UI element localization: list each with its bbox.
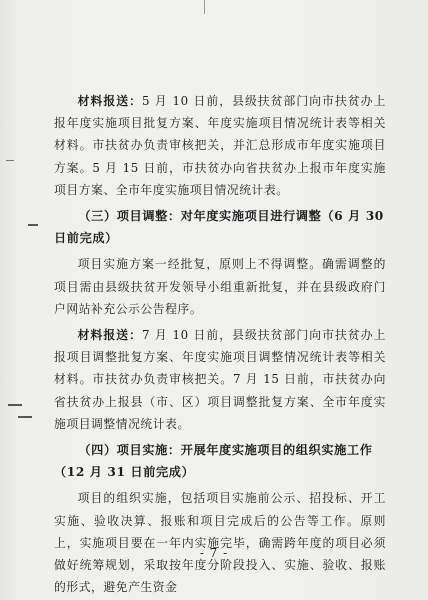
section-3-body: 项目实施方案一经批复，原则上不得调整。确需调整的项目需由县级扶贫开发领导小组重新批复，并在县级政府门户网站补充公示公告程序。 bbox=[54, 257, 386, 316]
section-4-body: 项目的组织实施，包括项目实施前公示、招投标、开工实施、验收决算、报账和项目完成后的公告等工作。原则上，实施项目要在一年内实施完毕，确需跨年度的项目必须做好统筹规划，采取按年度分阶段投入、实施、验收、报账的形式，避免产生资金 bbox=[54, 491, 386, 595]
materials-report-paragraph-2 bbox=[54, 324, 386, 435]
materials-report-text: 7 月 10 日前，县级扶贫部门向市扶贫办上报项目调整批复方案、年度实施项目调整情况统计表等相关材料。市扶贫办负责审核把关。7 月 15 日前，市扶贫办向省扶贫办上报县（市、区）项目调整批复方案、全市年度实施项目调整情况统计表。 bbox=[54, 328, 386, 431]
section-3-heading: （三）项目调整：对年度实施项目进行调整（6 月 30 日前完成） bbox=[54, 209, 384, 246]
materials-report-label: 材料报送： bbox=[77, 328, 142, 343]
scan-mark bbox=[28, 224, 38, 226]
scan-mark bbox=[18, 416, 32, 418]
materials-report-paragraph-1 bbox=[54, 90, 386, 201]
scan-mark bbox=[8, 404, 22, 406]
document-body bbox=[54, 90, 386, 598]
page-number: - 7 - bbox=[199, 546, 229, 560]
scan-mark-top bbox=[204, 0, 205, 14]
scan-mark bbox=[6, 160, 14, 161]
materials-report-label: 材料报送： bbox=[77, 94, 142, 108]
section-4-heading: （四）项目实施：开展年度实施项目的组织实施工作（12 月 31 日前完成） bbox=[54, 443, 373, 480]
materials-report-text: 5 月 10 日前，县级扶贫部门向市扶贫办上报年度实施项目批复方案、年度实施项目情况统计表等相关材料。市扶贫办负责审核把关，并汇总形成市年度实施项目方案。5 月 15 日前，市扶贫办向省扶贫办上报市年度实施项目方案、全市年度实施项目情况统计表。 bbox=[54, 94, 386, 197]
